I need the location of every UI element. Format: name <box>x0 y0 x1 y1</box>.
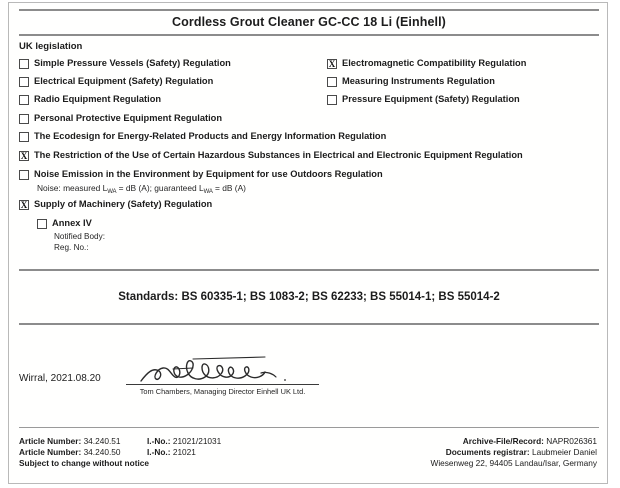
footer-archive-row <box>430 436 597 447</box>
signature-caption: Tom Chambers, Managing Director Einhell UK Ltd. <box>139 387 306 396</box>
checkbox-icon[interactable] <box>37 219 47 229</box>
footer-left-block <box>19 436 221 469</box>
article-number-value-2: 34.240.50 <box>83 447 121 457</box>
checkbox-row-supply-of-machinery[interactable] <box>19 199 212 210</box>
checkbox-icon[interactable] <box>19 95 29 105</box>
signature-image <box>133 355 323 387</box>
archive-file-label: Archive-File/Record: <box>462 436 544 446</box>
page-title: Cordless Grout Cleaner GC-CC 18 Li (Einhell) <box>172 15 446 29</box>
top-rule <box>19 9 599 11</box>
checkbox-icon[interactable]: X <box>328 59 336 69</box>
checkbox-label: Supply of Machinery (Safety) Regulation <box>34 199 213 209</box>
checkbox-row-ecodesign[interactable] <box>19 131 386 142</box>
checkbox-label: Measuring Instruments Regulation <box>342 76 495 86</box>
noise-note-middle: = dB (A); guaranteed L <box>116 183 204 193</box>
footer-right-block <box>430 436 597 469</box>
standards-bottom-rule <box>19 323 599 325</box>
title-bottom-rule <box>19 34 599 36</box>
checkbox-label: Annex IV <box>52 218 92 228</box>
signature-line <box>126 384 319 385</box>
checkbox-row-simple-pressure-vessels[interactable] <box>19 58 231 69</box>
checkbox-row-noise-emission[interactable] <box>19 169 383 180</box>
certificate-document <box>8 2 608 484</box>
checkbox-icon[interactable] <box>19 132 29 142</box>
checkbox-label: Radio Equipment Regulation <box>34 94 162 104</box>
checkbox-row-pressure-equipment[interactable] <box>327 94 520 105</box>
company-address: Wiesenweg 22, 94405 Landau/Isar, Germany <box>430 458 597 468</box>
article-number-label-1: Article Number: <box>19 436 82 446</box>
section-label-uk-legislation: UK legislation <box>19 41 83 52</box>
checkbox-label: Personal Protective Equipment Regulation <box>34 113 223 123</box>
checkbox-label: Pressure Equipment (Safety) Regulation <box>342 94 520 104</box>
checkbox-icon[interactable]: X <box>20 151 28 161</box>
checkbox-label: Simple Pressure Vessels (Safety) Regulation <box>34 58 231 68</box>
subject-to-change-notice: Subject to change without notice <box>19 458 149 468</box>
footer-registrar-row <box>430 447 597 458</box>
noise-note-before: Noise: measured L <box>37 183 108 193</box>
footer-top-rule <box>19 427 599 428</box>
ino-label-2: I.-No.: <box>147 447 171 457</box>
footer-article-row-1 <box>19 436 221 447</box>
noise-measurement-note <box>37 183 246 193</box>
standards-top-rule <box>19 269 599 271</box>
checkbox-row-personal-protective-equipment[interactable] <box>19 113 222 124</box>
noise-note-sub-1: WA <box>107 189 117 195</box>
checkbox-label: Electromagnetic Compatibility Regulation <box>342 58 527 68</box>
documents-registrar-value: Laubmeier Daniel <box>531 447 597 457</box>
checkbox-icon[interactable] <box>19 114 29 124</box>
ino-value-1: 21021/21031 <box>172 436 222 446</box>
checkbox-row-electromagnetic-compatibility[interactable] <box>327 58 526 69</box>
checkbox-row-radio-equipment[interactable] <box>19 94 161 105</box>
checkbox-row-rohs[interactable] <box>19 150 523 161</box>
documents-registrar-label: Documents registrar: <box>445 447 530 457</box>
checkbox-row-measuring-instruments[interactable] <box>327 76 495 87</box>
checkbox-label: The Restriction of the Use of Certain Hazardous Substances in Electrical and Electronic Equipment Regulation <box>34 150 523 160</box>
noise-note-sub-2: WA <box>203 189 213 195</box>
checkbox-label: The Ecodesign for Energy-Related Products and Energy Information Regulation <box>34 131 387 141</box>
notified-body-label: Notified Body: <box>54 232 105 241</box>
checkbox-label: Electrical Equipment (Safety) Regulation <box>34 76 214 86</box>
checkbox-row-annex-iv[interactable] <box>37 218 92 229</box>
footer-article-row-2 <box>19 447 221 458</box>
article-number-label-2: Article Number: <box>19 447 82 457</box>
checkbox-icon[interactable] <box>327 95 337 105</box>
standards-text: Standards: BS 60335-1; BS 1083-2; BS 62233; BS 55014-1; BS 55014-2 <box>118 291 500 303</box>
article-number-value-1: 34.240.51 <box>83 436 121 446</box>
reg-no-label: Reg. No.: <box>54 243 89 252</box>
checkbox-icon[interactable] <box>19 77 29 87</box>
archive-file-value: NAPR026361 <box>546 436 597 446</box>
place-and-date: Wirral, 2021.08.20 <box>19 373 101 384</box>
checkbox-label: Noise Emission in the Environment by Equipment for use Outdoors Regulation <box>34 169 383 179</box>
ino-label-1: I.-No.: <box>147 436 171 446</box>
checkbox-icon[interactable]: X <box>20 200 28 210</box>
ino-value-2: 21021 <box>172 447 196 457</box>
checkbox-icon[interactable] <box>327 77 337 87</box>
checkbox-icon[interactable] <box>19 59 29 69</box>
checkbox-icon[interactable] <box>19 170 29 180</box>
noise-note-after: = dB (A) <box>212 183 246 193</box>
checkbox-row-electrical-equipment[interactable] <box>19 76 213 87</box>
